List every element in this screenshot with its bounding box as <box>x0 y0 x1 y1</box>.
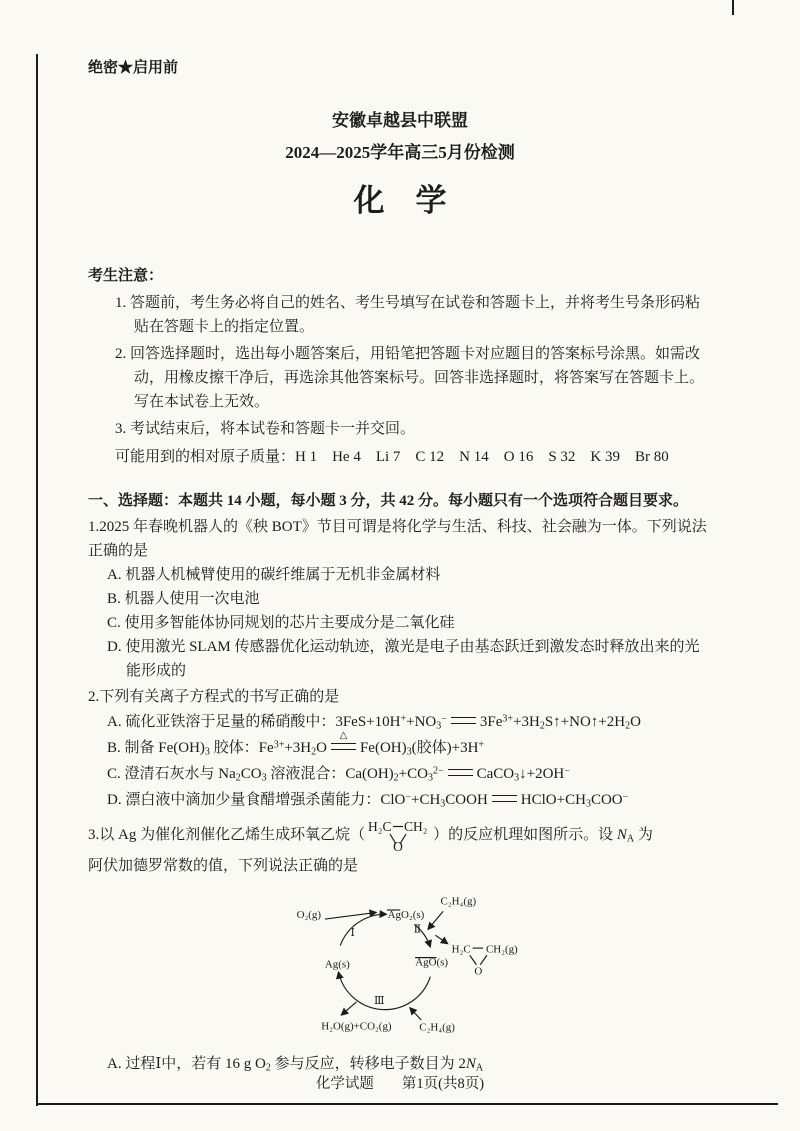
notice-item-3: 3. 考试结束后，将本试卷和答题卡一并交回。 <box>115 421 416 437</box>
c2h4-top-input-arrow <box>428 911 443 929</box>
paper-header <box>88 110 712 222</box>
security-label: 绝密★启用前 <box>88 60 179 76</box>
question-1-option-b: B. 机器人使用一次电池 <box>107 591 260 607</box>
question-3 <box>88 817 712 1076</box>
question-2 <box>88 685 712 813</box>
diagram-step3-label: Ⅲ <box>374 994 385 1007</box>
question-1-option-d: D. 使用激光 SLAM 传感器优化运动轨迹，激光是电子由基态跃迁到激发态时释放出来的光能形成的 <box>107 639 700 679</box>
stem-text-after-structure: ）的反应机理如图所示。设 $N_A$ 为 <box>433 827 653 845</box>
epoxide-right-group: CH₂ <box>404 819 428 834</box>
cycle-arc-step1 <box>340 914 386 945</box>
diagram-label-ago: AgO(s) <box>415 956 449 969</box>
diagram-product-left: H₂C <box>451 943 471 956</box>
equation-left: A. 硫化亚铁溶于足量的稀硝酸中：$3FeS+10H^++NO_3^-$ <box>107 713 447 732</box>
question-2-option-c <box>107 761 712 787</box>
notice-item-2: 2. 回答选择题时，选出每小题答案后，用铅笔把答题卡对应题目的答案标号涂黑。如需改动，用橡皮擦干净后，再选涂其他答案标号。回答非选择题时，将答案写在答题卡上。写在本试卷上无效。 <box>115 346 705 410</box>
page-footer <box>0 1072 800 1096</box>
equation-right: CaCO$_3$↓+2OH− <box>476 765 570 784</box>
equation-right: $HClO+CH_3COO^-$ <box>520 791 629 810</box>
exam-session-title: 2024—2025学年高三5月份检测 <box>285 143 515 162</box>
diagram-label-c2h4-bottom: C₂H₄(g) <box>419 1021 455 1034</box>
equation-right: $Fe(OH)_3$(胶体)+3H+ <box>359 739 485 758</box>
equation-left: D. 漂白液中滴加少量食醋增强杀菌能力：$ClO^-+CH_3COOH$ <box>107 791 488 810</box>
question-3-stem-line-2: 阿伏加德罗常数的值，下列说法正确的是 <box>88 858 359 874</box>
stem-text-before-structure: 3.以 Ag 为催化剂催化乙烯生成环氧乙烷（ <box>88 827 366 843</box>
equation-left: B. 制备 $Fe(OH)_3$ 胶体：$Fe^{3+}+3H_2O$ <box>107 739 327 758</box>
product-output-arrow <box>435 935 447 944</box>
product-co-bond-right <box>480 955 487 965</box>
diagram-step1-label: Ⅰ <box>350 927 355 940</box>
question-1-option-a: A. 机器人机械臂使用的碳纤维属于无机非金属材料 <box>107 567 441 583</box>
reaction-mechanism-diagram <box>242 880 528 1040</box>
question-2-option-d <box>107 787 712 813</box>
diagram-label-h2o-co2: H₂O(g)+CO₂(g) <box>321 1020 392 1033</box>
scan-bottom-border <box>36 1103 778 1105</box>
notice-heading: 考生注意： <box>88 268 164 284</box>
footer-doc-title: 化学试题 <box>315 1076 374 1092</box>
question-2-option-b <box>107 730 712 761</box>
question-3-stem-line-1 <box>88 817 712 853</box>
diagram-label-o2: O₂(g) <box>296 909 322 922</box>
equation-right: $3Fe^{3+}+3H_2S↑+NO↑+2H_2O$ <box>479 713 641 732</box>
scan-left-border <box>36 54 38 1106</box>
reaction-equals-sign <box>331 730 356 750</box>
footer-page-number: 第1页(共8页) <box>401 1076 485 1092</box>
notice-item-1: 1. 答题前，考生务必将自己的姓名、考生号填写在试卷和答题卡上，并将考生号条形码粘贴在答题卡上的指定位置。 <box>115 295 701 335</box>
epoxide-left-group: H₂C <box>368 819 392 834</box>
equation-left: C. 澄清石灰水与 $Na_2CO_3$ 溶液混合：$Ca(OH)_2+CO_3^{2-}$ <box>107 765 444 784</box>
question-1-stem: 1.2025 年春晚机器人的《秧 BOT》节目可谓是将化学与生活、科技、社会融为一体。下列说法正确的是 <box>88 519 707 559</box>
question-2-stem: 2.下列有关离子方程式的书写正确的是 <box>88 689 340 705</box>
atomic-masses-line: 可能用到的相对原子质量：H 1 He 4 Li 7 C 12 N 14 O 16 S 32 K 39 Br 80 <box>115 449 669 465</box>
reaction-equals-sign <box>492 795 517 802</box>
question-1-option-c: C. 使用多智能体协同规划的芯片主要成分是二氧化硅 <box>107 615 455 631</box>
question-1 <box>88 515 712 683</box>
diagram-label-c2h4-top: C₂H₄(g) <box>440 895 477 908</box>
candidate-notice <box>88 264 712 469</box>
diagram-product-oxygen: O <box>474 965 483 978</box>
diagram-product-right: CH₂(g) <box>485 943 518 956</box>
reaction-equals-sign <box>451 717 476 724</box>
mechanism-diagram-container <box>242 880 712 1048</box>
diagram-step2-label: Ⅱ <box>413 923 422 936</box>
diagram-label-ag: Ag(s) <box>324 958 350 971</box>
ethylene-oxide-structure <box>367 817 431 853</box>
diagram-label-ago2: AgO₂(s) <box>387 909 425 922</box>
reaction-equals-sign <box>448 769 473 776</box>
question-3-option-a: A. 过程Ⅰ中，若有 16 g $O_2$ 参与反应，转移电子数目为 $2N_A$ <box>107 1056 484 1074</box>
scan-top-right-mark <box>732 0 734 15</box>
equals-condition-delta: △ <box>339 730 348 741</box>
o2-input-arrow <box>325 912 376 919</box>
epoxide-oxygen: O <box>393 839 403 853</box>
h2o-co2-output-arrow <box>341 1002 356 1015</box>
product-co-bond-left <box>470 955 477 965</box>
section-1-title: 一、选择题：本题共 14 小题，每小题 3 分，共 42 分。每小题只有一个选项符合题目要求。 <box>88 493 689 509</box>
subject-title: 化 学 <box>353 183 447 218</box>
c2h4-bottom-input-arrow <box>410 1008 421 1020</box>
league-title: 安徽卓越县中联盟 <box>332 111 468 130</box>
question-2-option-a <box>107 709 712 735</box>
